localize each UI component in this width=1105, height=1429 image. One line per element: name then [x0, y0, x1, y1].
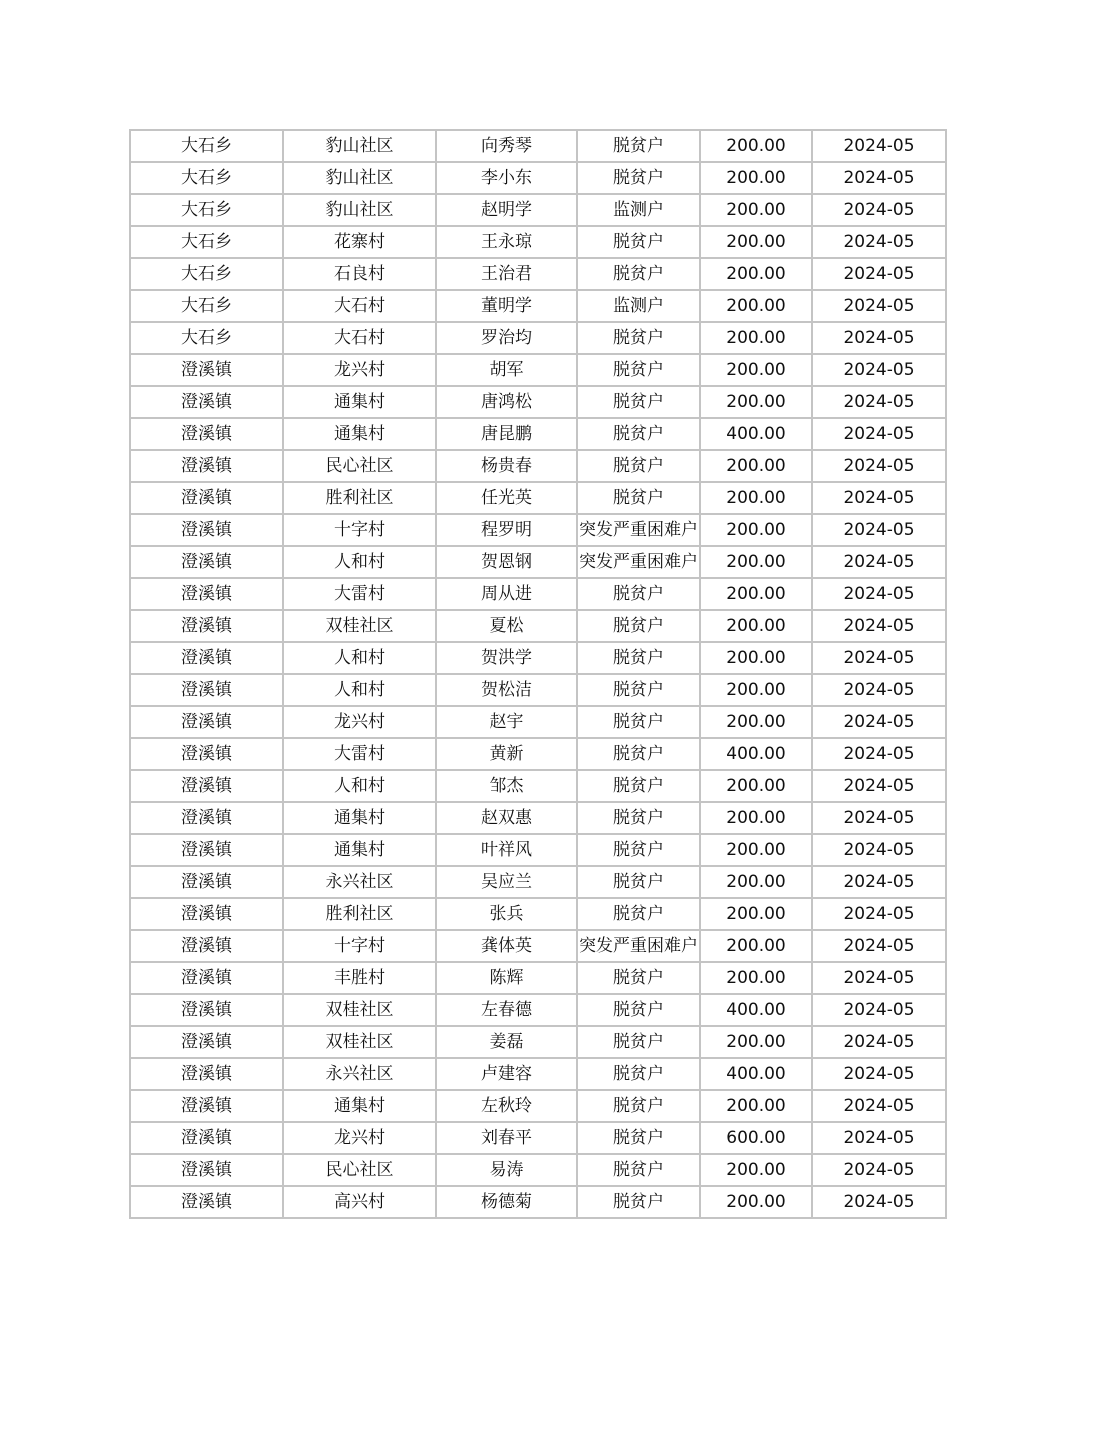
table-row: [130, 962, 946, 994]
village-cell: 民心社区: [283, 450, 436, 482]
amount-cell: 200.00: [700, 386, 812, 418]
month-cell: 2024-05: [812, 226, 946, 258]
amount-cell: 200.00: [700, 578, 812, 610]
amount-cell: 200.00: [700, 610, 812, 642]
household-type-cell: 脱贫户: [577, 770, 700, 802]
village-cell: 通集村: [283, 834, 436, 866]
amount-cell: 200.00: [700, 322, 812, 354]
village-cell: 花寨村: [283, 226, 436, 258]
household-type-cell: 脱贫户: [577, 386, 700, 418]
name-cell: 贺洪学: [436, 642, 577, 674]
month-cell: 2024-05: [812, 706, 946, 738]
amount-cell: 200.00: [700, 130, 812, 162]
township-cell: 澄溪镇: [130, 610, 283, 642]
household-type-cell: 脱贫户: [577, 834, 700, 866]
township-cell: 澄溪镇: [130, 1026, 283, 1058]
table-row: [130, 1154, 946, 1186]
table-row: [130, 450, 946, 482]
township-cell: 澄溪镇: [130, 1090, 283, 1122]
amount-cell: 600.00: [700, 1122, 812, 1154]
table-row: [130, 162, 946, 194]
township-cell: 大石乡: [130, 194, 283, 226]
village-cell: 胜利社区: [283, 482, 436, 514]
month-cell: 2024-05: [812, 322, 946, 354]
village-cell: 人和村: [283, 770, 436, 802]
household-type-cell: 脱贫户: [577, 1090, 700, 1122]
household-type-cell: 突发严重困难户: [577, 930, 700, 962]
amount-cell: 200.00: [700, 930, 812, 962]
amount-cell: 200.00: [700, 898, 812, 930]
name-cell: 陈辉: [436, 962, 577, 994]
table-row: [130, 642, 946, 674]
township-cell: 大石乡: [130, 130, 283, 162]
name-cell: 夏松: [436, 610, 577, 642]
name-cell: 杨贵春: [436, 450, 577, 482]
table-row: [130, 1186, 946, 1218]
month-cell: 2024-05: [812, 418, 946, 450]
name-cell: 邹杰: [436, 770, 577, 802]
village-cell: 大雷村: [283, 578, 436, 610]
township-cell: 澄溪镇: [130, 642, 283, 674]
month-cell: 2024-05: [812, 1058, 946, 1090]
name-cell: 王永琼: [436, 226, 577, 258]
township-cell: 澄溪镇: [130, 1122, 283, 1154]
amount-cell: 200.00: [700, 706, 812, 738]
table-row: [130, 610, 946, 642]
village-cell: 通集村: [283, 386, 436, 418]
household-type-cell: 脱贫户: [577, 642, 700, 674]
name-cell: 赵宇: [436, 706, 577, 738]
month-cell: 2024-05: [812, 130, 946, 162]
name-cell: 李小东: [436, 162, 577, 194]
name-cell: 易涛: [436, 1154, 577, 1186]
village-cell: 通集村: [283, 1090, 436, 1122]
village-cell: 十字村: [283, 930, 436, 962]
table-row: [130, 514, 946, 546]
table-row: [130, 546, 946, 578]
village-cell: 丰胜村: [283, 962, 436, 994]
month-cell: 2024-05: [812, 482, 946, 514]
table-row: [130, 1090, 946, 1122]
village-cell: 豹山社区: [283, 130, 436, 162]
month-cell: 2024-05: [812, 514, 946, 546]
table-row: [130, 802, 946, 834]
village-cell: 豹山社区: [283, 194, 436, 226]
month-cell: 2024-05: [812, 386, 946, 418]
household-type-cell: 脱贫户: [577, 962, 700, 994]
month-cell: 2024-05: [812, 610, 946, 642]
household-type-cell: 脱贫户: [577, 1154, 700, 1186]
name-cell: 叶祥风: [436, 834, 577, 866]
village-cell: 永兴社区: [283, 866, 436, 898]
village-cell: 民心社区: [283, 1154, 436, 1186]
household-type-cell: 脱贫户: [577, 354, 700, 386]
household-type-cell: 脱贫户: [577, 706, 700, 738]
name-cell: 黄新: [436, 738, 577, 770]
township-cell: 大石乡: [130, 258, 283, 290]
month-cell: 2024-05: [812, 162, 946, 194]
table-row: [130, 482, 946, 514]
table-row: [130, 386, 946, 418]
month-cell: 2024-05: [812, 258, 946, 290]
table-row: [130, 706, 946, 738]
household-type-cell: 脱贫户: [577, 482, 700, 514]
name-cell: 杨德菊: [436, 1186, 577, 1218]
village-cell: 石良村: [283, 258, 436, 290]
month-cell: 2024-05: [812, 546, 946, 578]
household-type-cell: 脱贫户: [577, 226, 700, 258]
village-cell: 龙兴村: [283, 1122, 436, 1154]
amount-cell: 200.00: [700, 546, 812, 578]
amount-cell: 200.00: [700, 482, 812, 514]
village-cell: 永兴社区: [283, 1058, 436, 1090]
household-type-cell: 监测户: [577, 194, 700, 226]
township-cell: 澄溪镇: [130, 1058, 283, 1090]
name-cell: 左春德: [436, 994, 577, 1026]
township-cell: 澄溪镇: [130, 482, 283, 514]
amount-cell: 200.00: [700, 514, 812, 546]
month-cell: 2024-05: [812, 738, 946, 770]
name-cell: 龚体英: [436, 930, 577, 962]
household-type-cell: 脱贫户: [577, 322, 700, 354]
month-cell: 2024-05: [812, 290, 946, 322]
month-cell: 2024-05: [812, 770, 946, 802]
household-type-cell: 脱贫户: [577, 866, 700, 898]
township-cell: 澄溪镇: [130, 770, 283, 802]
township-cell: 澄溪镇: [130, 866, 283, 898]
month-cell: 2024-05: [812, 642, 946, 674]
name-cell: 赵明学: [436, 194, 577, 226]
table-row: [130, 354, 946, 386]
month-cell: 2024-05: [812, 994, 946, 1026]
township-cell: 澄溪镇: [130, 962, 283, 994]
household-type-cell: 脱贫户: [577, 1122, 700, 1154]
household-type-cell: 脱贫户: [577, 258, 700, 290]
table-row: [130, 226, 946, 258]
township-cell: 澄溪镇: [130, 1154, 283, 1186]
name-cell: 周从进: [436, 578, 577, 610]
township-cell: 澄溪镇: [130, 994, 283, 1026]
township-cell: 澄溪镇: [130, 834, 283, 866]
month-cell: 2024-05: [812, 674, 946, 706]
township-cell: 澄溪镇: [130, 674, 283, 706]
name-cell: 贺恩钢: [436, 546, 577, 578]
household-type-cell: 脱贫户: [577, 1186, 700, 1218]
table-row: [130, 258, 946, 290]
amount-cell: 200.00: [700, 770, 812, 802]
month-cell: 2024-05: [812, 578, 946, 610]
village-cell: 龙兴村: [283, 354, 436, 386]
household-type-cell: 脱贫户: [577, 1026, 700, 1058]
township-cell: 澄溪镇: [130, 386, 283, 418]
month-cell: 2024-05: [812, 898, 946, 930]
table-row: [130, 738, 946, 770]
household-type-cell: 脱贫户: [577, 418, 700, 450]
amount-cell: 200.00: [700, 194, 812, 226]
name-cell: 唐鸿松: [436, 386, 577, 418]
table-row: [130, 578, 946, 610]
table-row: [130, 1026, 946, 1058]
amount-cell: 200.00: [700, 354, 812, 386]
township-cell: 澄溪镇: [130, 578, 283, 610]
table-row: [130, 194, 946, 226]
month-cell: 2024-05: [812, 1154, 946, 1186]
table-body: [130, 130, 946, 1218]
amount-cell: 200.00: [700, 1154, 812, 1186]
month-cell: 2024-05: [812, 1090, 946, 1122]
township-cell: 澄溪镇: [130, 898, 283, 930]
village-cell: 通集村: [283, 418, 436, 450]
village-cell: 十字村: [283, 514, 436, 546]
data-table: [129, 129, 947, 1219]
village-cell: 双桂社区: [283, 994, 436, 1026]
household-type-cell: 脱贫户: [577, 674, 700, 706]
name-cell: 贺松洁: [436, 674, 577, 706]
township-cell: 澄溪镇: [130, 930, 283, 962]
household-type-cell: 脱贫户: [577, 738, 700, 770]
household-type-cell: 脱贫户: [577, 898, 700, 930]
village-cell: 胜利社区: [283, 898, 436, 930]
amount-cell: 200.00: [700, 834, 812, 866]
table-row: [130, 930, 946, 962]
township-cell: 澄溪镇: [130, 450, 283, 482]
table-row: [130, 418, 946, 450]
amount-cell: 200.00: [700, 226, 812, 258]
household-type-cell: 脱贫户: [577, 1058, 700, 1090]
village-cell: 双桂社区: [283, 610, 436, 642]
name-cell: 董明学: [436, 290, 577, 322]
table-row: [130, 290, 946, 322]
name-cell: 罗治均: [436, 322, 577, 354]
table-row: [130, 994, 946, 1026]
name-cell: 张兵: [436, 898, 577, 930]
household-type-cell: 脱贫户: [577, 450, 700, 482]
name-cell: 王治君: [436, 258, 577, 290]
village-cell: 豹山社区: [283, 162, 436, 194]
month-cell: 2024-05: [812, 450, 946, 482]
amount-cell: 400.00: [700, 738, 812, 770]
name-cell: 姜磊: [436, 1026, 577, 1058]
table-row: [130, 1058, 946, 1090]
village-cell: 大雷村: [283, 738, 436, 770]
name-cell: 卢建容: [436, 1058, 577, 1090]
month-cell: 2024-05: [812, 354, 946, 386]
table-row: [130, 898, 946, 930]
household-type-cell: 突发严重困难户: [577, 514, 700, 546]
amount-cell: 200.00: [700, 450, 812, 482]
amount-cell: 200.00: [700, 1026, 812, 1058]
household-type-cell: 脱贫户: [577, 994, 700, 1026]
table-row: [130, 322, 946, 354]
name-cell: 赵双惠: [436, 802, 577, 834]
village-cell: 双桂社区: [283, 1026, 436, 1058]
township-cell: 大石乡: [130, 162, 283, 194]
month-cell: 2024-05: [812, 866, 946, 898]
amount-cell: 200.00: [700, 802, 812, 834]
township-cell: 澄溪镇: [130, 1186, 283, 1218]
village-cell: 高兴村: [283, 1186, 436, 1218]
table-row: [130, 770, 946, 802]
amount-cell: 400.00: [700, 1058, 812, 1090]
amount-cell: 200.00: [700, 642, 812, 674]
village-cell: 人和村: [283, 642, 436, 674]
village-cell: 通集村: [283, 802, 436, 834]
table-row: [130, 866, 946, 898]
name-cell: 吴应兰: [436, 866, 577, 898]
township-cell: 澄溪镇: [130, 546, 283, 578]
township-cell: 大石乡: [130, 290, 283, 322]
month-cell: 2024-05: [812, 834, 946, 866]
village-cell: 大石村: [283, 322, 436, 354]
amount-cell: 200.00: [700, 258, 812, 290]
amount-cell: 200.00: [700, 1186, 812, 1218]
household-type-cell: 脱贫户: [577, 610, 700, 642]
table-row: [130, 674, 946, 706]
month-cell: 2024-05: [812, 1026, 946, 1058]
township-cell: 澄溪镇: [130, 802, 283, 834]
table-row: [130, 1122, 946, 1154]
township-cell: 澄溪镇: [130, 738, 283, 770]
table-row: [130, 834, 946, 866]
township-cell: 澄溪镇: [130, 706, 283, 738]
household-type-cell: 监测户: [577, 290, 700, 322]
amount-cell: 200.00: [700, 162, 812, 194]
name-cell: 向秀琴: [436, 130, 577, 162]
village-cell: 人和村: [283, 546, 436, 578]
month-cell: 2024-05: [812, 930, 946, 962]
township-cell: 大石乡: [130, 226, 283, 258]
amount-cell: 400.00: [700, 418, 812, 450]
village-cell: 大石村: [283, 290, 436, 322]
village-cell: 龙兴村: [283, 706, 436, 738]
amount-cell: 200.00: [700, 674, 812, 706]
amount-cell: 200.00: [700, 866, 812, 898]
table-row: [130, 130, 946, 162]
month-cell: 2024-05: [812, 1186, 946, 1218]
name-cell: 任光英: [436, 482, 577, 514]
month-cell: 2024-05: [812, 962, 946, 994]
household-type-cell: 脱贫户: [577, 802, 700, 834]
name-cell: 程罗明: [436, 514, 577, 546]
month-cell: 2024-05: [812, 1122, 946, 1154]
name-cell: 胡军: [436, 354, 577, 386]
amount-cell: 400.00: [700, 994, 812, 1026]
township-cell: 大石乡: [130, 322, 283, 354]
household-type-cell: 突发严重困难户: [577, 546, 700, 578]
township-cell: 澄溪镇: [130, 514, 283, 546]
township-cell: 澄溪镇: [130, 418, 283, 450]
amount-cell: 200.00: [700, 1090, 812, 1122]
month-cell: 2024-05: [812, 802, 946, 834]
name-cell: 刘春平: [436, 1122, 577, 1154]
household-type-cell: 脱贫户: [577, 130, 700, 162]
name-cell: 左秋玲: [436, 1090, 577, 1122]
village-cell: 人和村: [283, 674, 436, 706]
name-cell: 唐昆鹏: [436, 418, 577, 450]
township-cell: 澄溪镇: [130, 354, 283, 386]
household-type-cell: 脱贫户: [577, 162, 700, 194]
month-cell: 2024-05: [812, 194, 946, 226]
amount-cell: 200.00: [700, 962, 812, 994]
amount-cell: 200.00: [700, 290, 812, 322]
household-type-cell: 脱贫户: [577, 578, 700, 610]
